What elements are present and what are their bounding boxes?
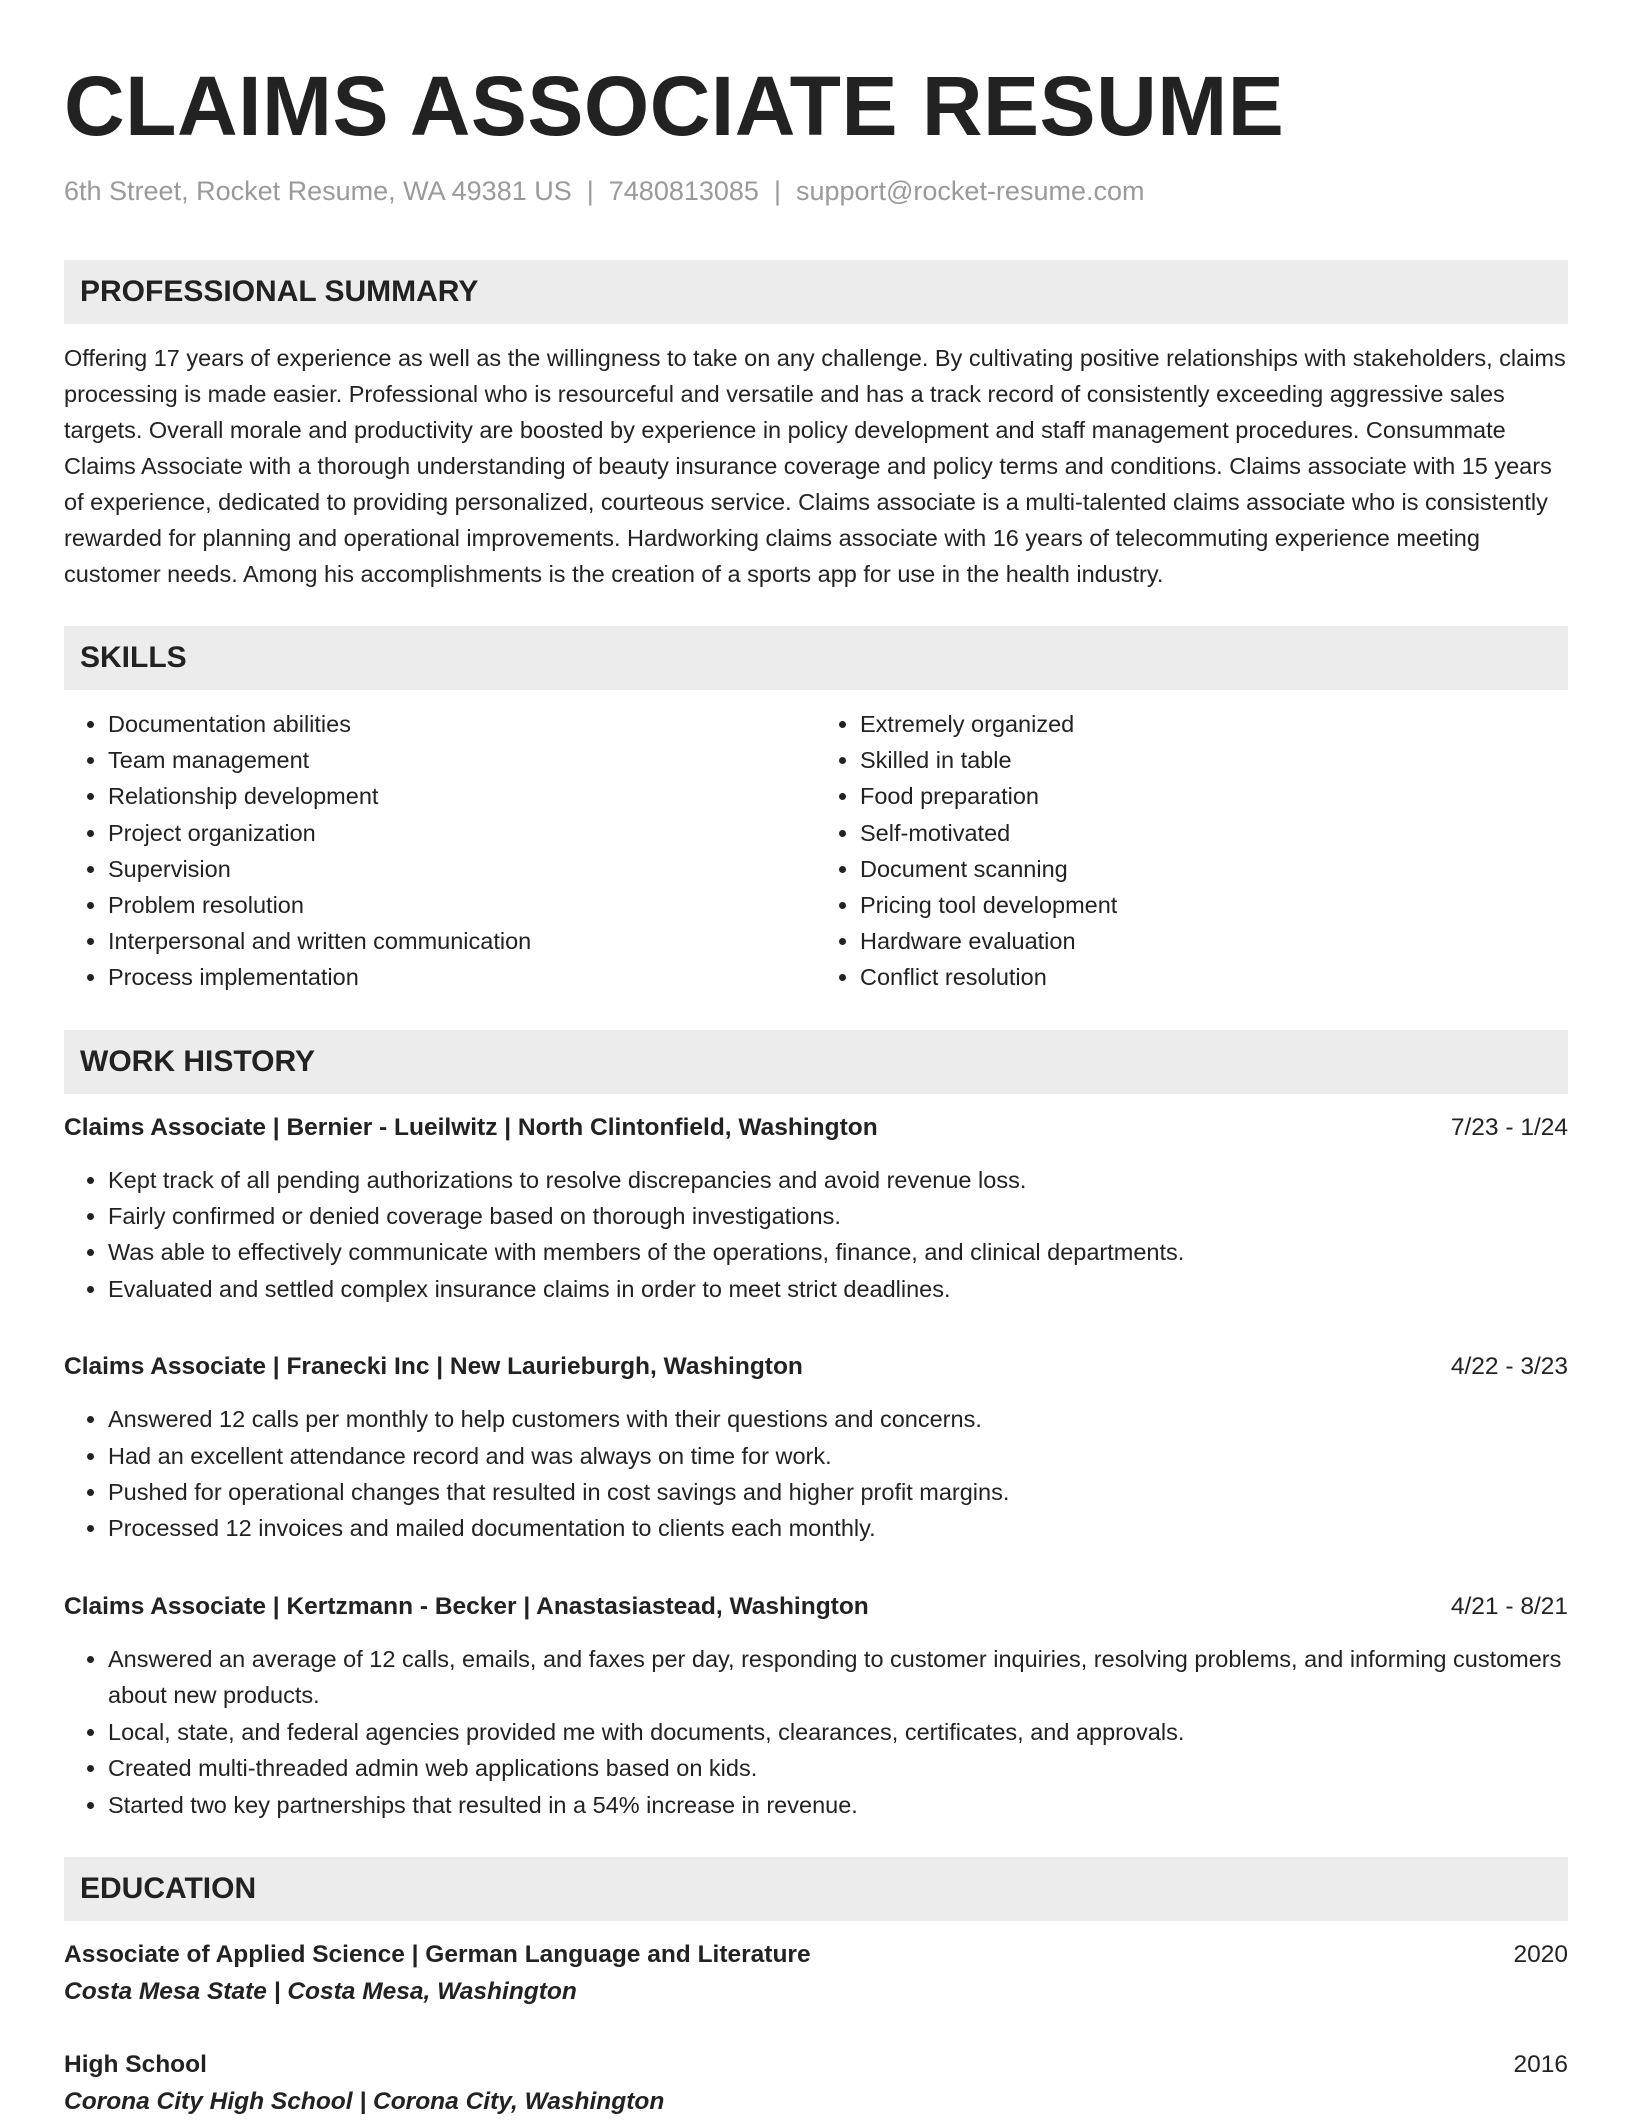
- education-header: [64, 1937, 1568, 1973]
- education-header: [64, 2047, 1568, 2083]
- job-header: [64, 1349, 1568, 1385]
- job-title: Claims Associate | Franecki Inc | New Laurieburgh, Washington: [64, 1353, 803, 1381]
- education-entry: [64, 2047, 1568, 2121]
- education-school: Costa Mesa State | Costa Mesa, Washington: [64, 1977, 577, 2005]
- skill-item: • Conflict resolution: [860, 959, 1568, 995]
- job-bullet: • Processed 12 invoices and mailed documentation to clients each monthly.: [108, 1510, 1568, 1546]
- job-entry: [64, 1349, 1568, 1547]
- job-entry: [64, 1589, 1568, 1823]
- job-dates: 7/23 - 1/24: [1450, 1113, 1568, 1141]
- resume-title: CLAIMS ASSOCIATE RESUME: [64, 59, 1285, 153]
- education-year: 2020: [1513, 1940, 1568, 1968]
- section-header-skills: SKILLS: [64, 626, 1568, 690]
- job-header: [64, 1589, 1568, 1625]
- job-bullet: • Kept track of all pending authorizations to resolve discrepancies and avoid revenue loss.: [108, 1162, 1568, 1198]
- section-header-work: WORK HISTORY: [64, 1030, 1568, 1094]
- contact-line: [64, 174, 1568, 208]
- skills-column-right: [816, 706, 1568, 996]
- skill-item: • Documentation abilities: [108, 706, 816, 742]
- skill-item: • Food preparation: [860, 778, 1568, 814]
- job-bullet: • Pushed for operational changes that resulted in cost savings and higher profit margins.: [108, 1474, 1568, 1510]
- work-history: [64, 1110, 1568, 1823]
- contact-separator: |: [586, 176, 594, 206]
- contact-phone: 7480813085: [608, 176, 759, 206]
- contact-email: support@rocket-resume.com: [795, 176, 1145, 206]
- education-school: Corona City High School | Corona City, Washington: [64, 2087, 665, 2115]
- skill-item: • Problem resolution: [108, 887, 816, 923]
- skill-item: • Team management: [108, 742, 816, 778]
- job-bullet: • Started two key partnerships that resulted in a 54% increase in revenue.: [108, 1787, 1568, 1823]
- skills-list: [64, 706, 1568, 996]
- skill-item: • Relationship development: [108, 778, 816, 814]
- job-dates: 4/22 - 3/23: [1450, 1353, 1568, 1381]
- job-bullet: • Was able to effectively communicate with members of the operations, finance, and clinical departments.: [108, 1234, 1568, 1270]
- education-list: [64, 1937, 1568, 2121]
- education-year: 2016: [1513, 2050, 1568, 2078]
- job-header: [64, 1110, 1568, 1146]
- summary-text: Offering 17 years of experience as well as the willingness to take on any challenge. By cultivating positive relationships with stakeholders, claims processing is made easier. Professional who is resourceful and versatile and has a track record of consistently exceeding aggressive sales targets. Overall morale and productivity are boosted by experience in policy development and staff management procedures. Consummate Claims Associate with a thorough understanding of beauty insurance coverage and policy terms and conditions. Claims associate with 15 years of experience, dedicated to providing personalized, courteous service. Claims associate is a multi-talented claims associate who is consistently rewarded for planning and operational improvements. Hardworking claims associate with 16 years of telecommuting experience meeting customer needs. Among his accomplishments is the creation of a sports app for use in the health industry.: [64, 345, 1566, 587]
- job-bullets: [64, 1162, 1568, 1308]
- job-dates: 4/21 - 8/21: [1450, 1592, 1568, 1620]
- skill-item: • Extremely organized: [860, 706, 1568, 742]
- skill-item: • Hardware evaluation: [860, 923, 1568, 959]
- job-bullets: [64, 1401, 1568, 1547]
- job-title: Claims Associate | Kertzmann - Becker | Anastasiastead, Washington: [64, 1592, 869, 1620]
- contact-separator: |: [773, 176, 781, 206]
- skills-column-left: [64, 706, 816, 996]
- contact-address: 6th Street, Rocket Resume, WA 49381 US: [64, 176, 572, 206]
- job-bullet: • Created multi-threaded admin web applications based on kids.: [108, 1750, 1568, 1786]
- job-entry: [64, 1110, 1568, 1308]
- job-bullet: • Answered 12 calls per monthly to help customers with their questions and concerns.: [108, 1401, 1568, 1437]
- skill-item: • Process implementation: [108, 959, 816, 995]
- education-degree: Associate of Applied Science | German Language and Literature: [64, 1940, 811, 1968]
- job-bullets: [64, 1641, 1568, 1823]
- skill-item: • Project organization: [108, 815, 816, 851]
- skill-item: • Document scanning: [860, 851, 1568, 887]
- section-header-summary: PROFESSIONAL SUMMARY: [64, 260, 1568, 324]
- skill-item: • Pricing tool development: [860, 887, 1568, 923]
- skill-item: • Self-motivated: [860, 815, 1568, 851]
- skill-item: • Skilled in table: [860, 742, 1568, 778]
- education-entry: [64, 1937, 1568, 2011]
- skill-item: • Interpersonal and written communication: [108, 923, 816, 959]
- job-title: Claims Associate | Bernier - Lueilwitz | North Clintonfield, Washington: [64, 1113, 878, 1141]
- job-bullet: • Local, state, and federal agencies provided me with documents, clearances, certificates, and approvals.: [108, 1714, 1568, 1750]
- section-header-education: EDUCATION: [64, 1857, 1568, 1921]
- job-bullet: • Evaluated and settled complex insurance claims in order to meet strict deadlines.: [108, 1271, 1568, 1307]
- job-bullet: • Fairly confirmed or denied coverage based on thorough investigations.: [108, 1198, 1568, 1234]
- skill-item: • Supervision: [108, 851, 816, 887]
- job-bullet: • Answered an average of 12 calls, emails, and faxes per day, responding to customer inquiries, resolving problems, and informing customers about new products.: [108, 1641, 1568, 1714]
- job-bullet: • Had an excellent attendance record and was always on time for work.: [108, 1438, 1568, 1474]
- education-degree: High School: [64, 2050, 207, 2078]
